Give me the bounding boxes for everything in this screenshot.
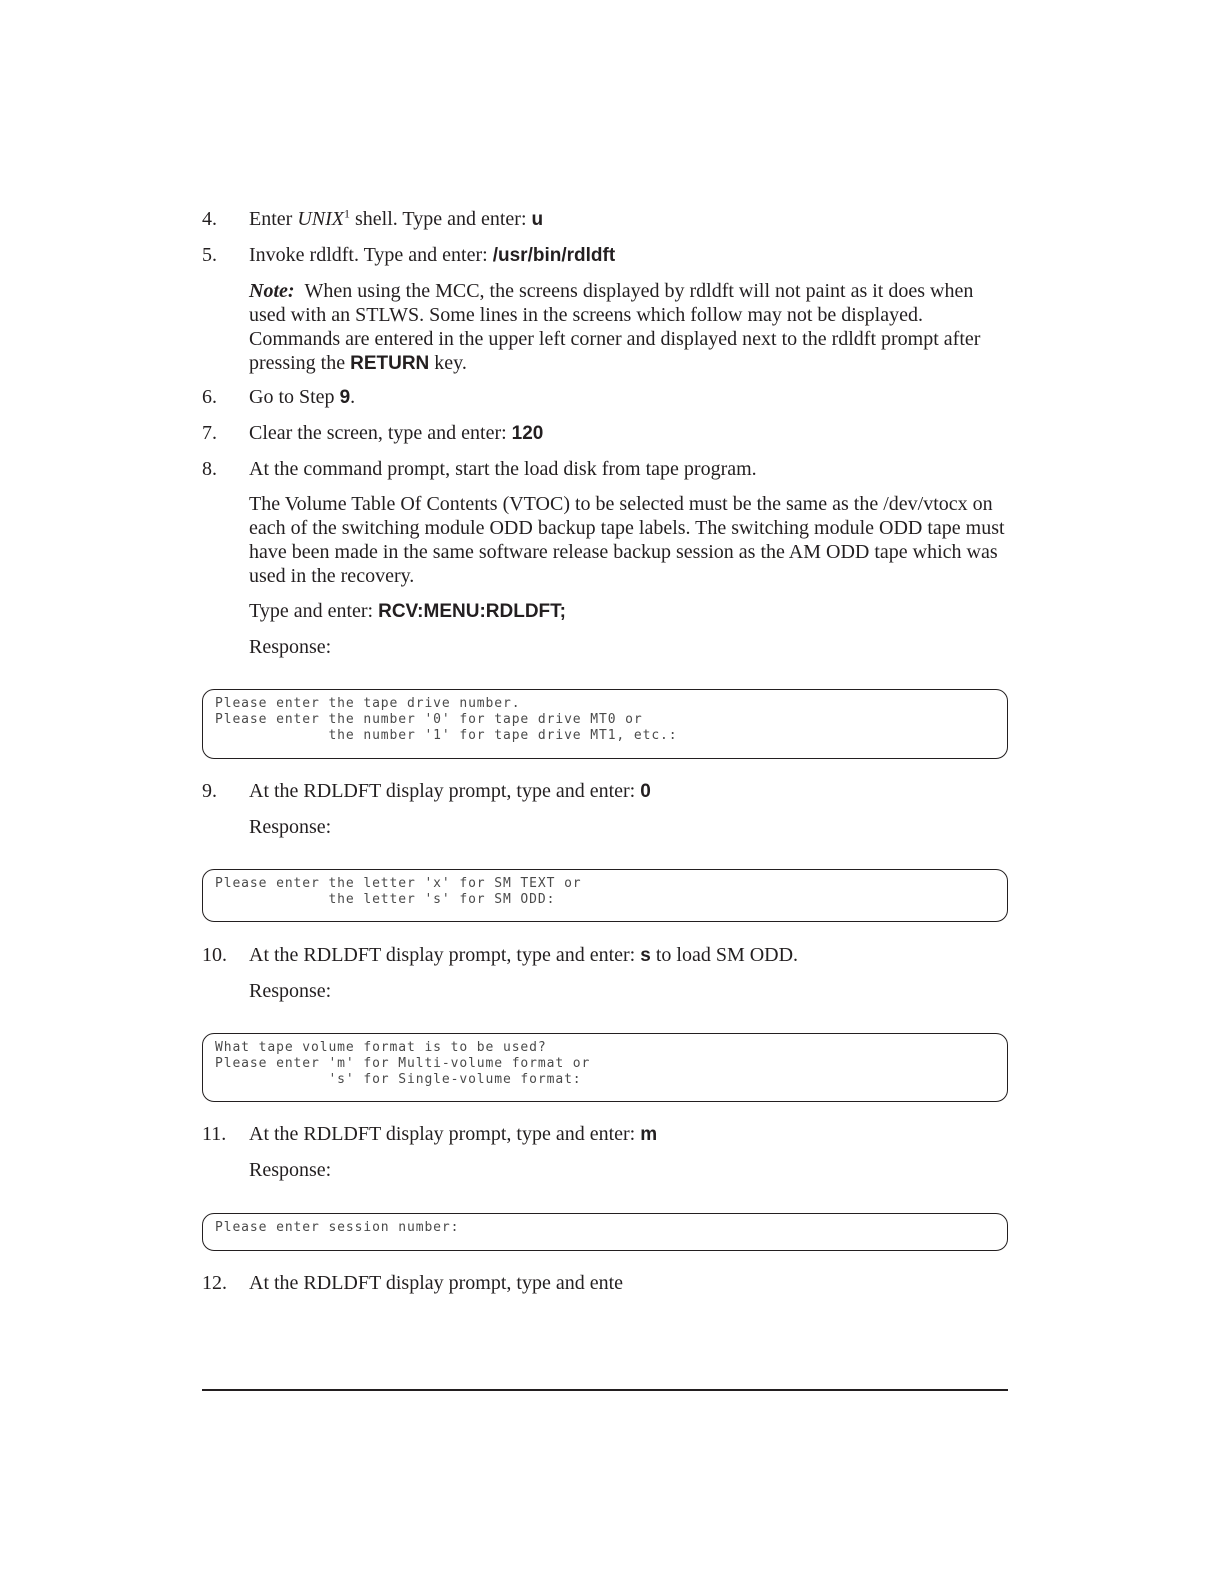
key-name: RETURN <box>350 353 430 374</box>
step-number: 11. <box>202 1123 227 1145</box>
screen-output-text: Please enter session number: <box>215 1220 460 1235</box>
note-paragraph <box>249 279 1009 376</box>
response-label: Response: <box>249 1159 332 1181</box>
step-number: 7. <box>202 422 217 444</box>
step-text-pre: At the RDLDFT display prompt, type and enter: <box>249 780 641 802</box>
unix-trademark: UNIX <box>297 208 344 230</box>
step-text <box>249 385 355 410</box>
note-body-end: key. <box>429 352 467 374</box>
step-text-pre: At the RDLDFT display prompt, type and enter: <box>249 944 641 966</box>
command-text: m <box>640 1124 658 1145</box>
screen-output-box <box>202 689 1008 759</box>
step-number: 12. <box>202 1272 227 1294</box>
command-text: 120 <box>511 423 544 444</box>
screen-output-text: Please enter the letter 'x' for SM TEXT or the letter 's' for SM ODD: <box>215 876 582 907</box>
step-number: 4. <box>202 208 217 230</box>
step-text-pre: Go to Step <box>249 386 340 408</box>
footer-rule <box>202 1389 1008 1391</box>
step-text <box>249 207 543 232</box>
screen-output-text: What tape volume format is to be used? Please enter 'm' for Multi-volume format or 's' for Single-volume format: <box>215 1040 591 1087</box>
response-label: Response: <box>249 980 332 1002</box>
instruction-text: Type and enter: <box>249 600 379 622</box>
step-number: 8. <box>202 458 217 480</box>
note-body: When using the MCC, the screens displayed by rdldft will not paint as it does when used with an STLWS. Some lines in the screens which follow may not be displayed. Commands are entered in the upper left corner and displayed next to the rdldft prompt after pressing the <box>249 280 981 374</box>
screen-output-box <box>202 869 1008 922</box>
step-text-post: to load SM ODD. <box>650 944 799 966</box>
step-text-pre: Clear the screen, type and enter: <box>249 422 512 444</box>
vtoc-paragraph: The Volume Table Of Contents (VTOC) to be selected must be the same as the /dev/vtocx on each of the switching module ODD backup tape labels. The switching module ODD tape must have been made in the same software release backup session as the AM ODD tape which was used in the recovery. <box>249 493 1005 587</box>
screen-output-box <box>202 1033 1008 1102</box>
screen-output-box <box>202 1213 1008 1251</box>
step-text-pre: Invoke rdldft. Type and enter: <box>249 244 493 266</box>
step-reference: 9 <box>339 387 351 408</box>
command-text: RCV:MENU:RDLDFT; <box>378 601 566 622</box>
screen-output-text: Please enter the tape drive number. Please enter the number '0' for tape drive MT0 or the number '1' for tape drive MT1, etc.: <box>215 696 678 743</box>
step-text-pre: At the RDLDFT display prompt, type and enter: <box>249 1123 641 1145</box>
step-number: 10. <box>202 944 227 966</box>
step-text <box>249 943 798 968</box>
step-number: 6. <box>202 386 217 408</box>
step-text: At the command prompt, start the load disk from tape program. <box>249 458 757 480</box>
step-text <box>249 243 615 268</box>
response-label: Response: <box>249 636 332 658</box>
footnote-marker: 1 <box>343 206 350 221</box>
command-text: u <box>531 209 544 230</box>
step-text <box>249 421 543 446</box>
step-text <box>249 779 651 804</box>
command-text: /usr/bin/rdldft <box>492 245 616 266</box>
step-text <box>249 1122 657 1147</box>
type-and-enter-line <box>249 599 1009 624</box>
step-text-post: shell. Type and enter: <box>349 208 532 230</box>
step-text-post: . <box>350 386 356 408</box>
response-label: Response: <box>249 816 332 838</box>
note-label: Note: <box>249 280 295 302</box>
step-text: At the RDLDFT display prompt, type and ente <box>249 1272 624 1294</box>
command-text: s <box>640 945 651 966</box>
command-text: 0 <box>640 781 651 802</box>
step-number: 5. <box>202 244 217 266</box>
step-number: 9. <box>202 780 217 802</box>
step-text-pre: Enter <box>249 208 298 230</box>
